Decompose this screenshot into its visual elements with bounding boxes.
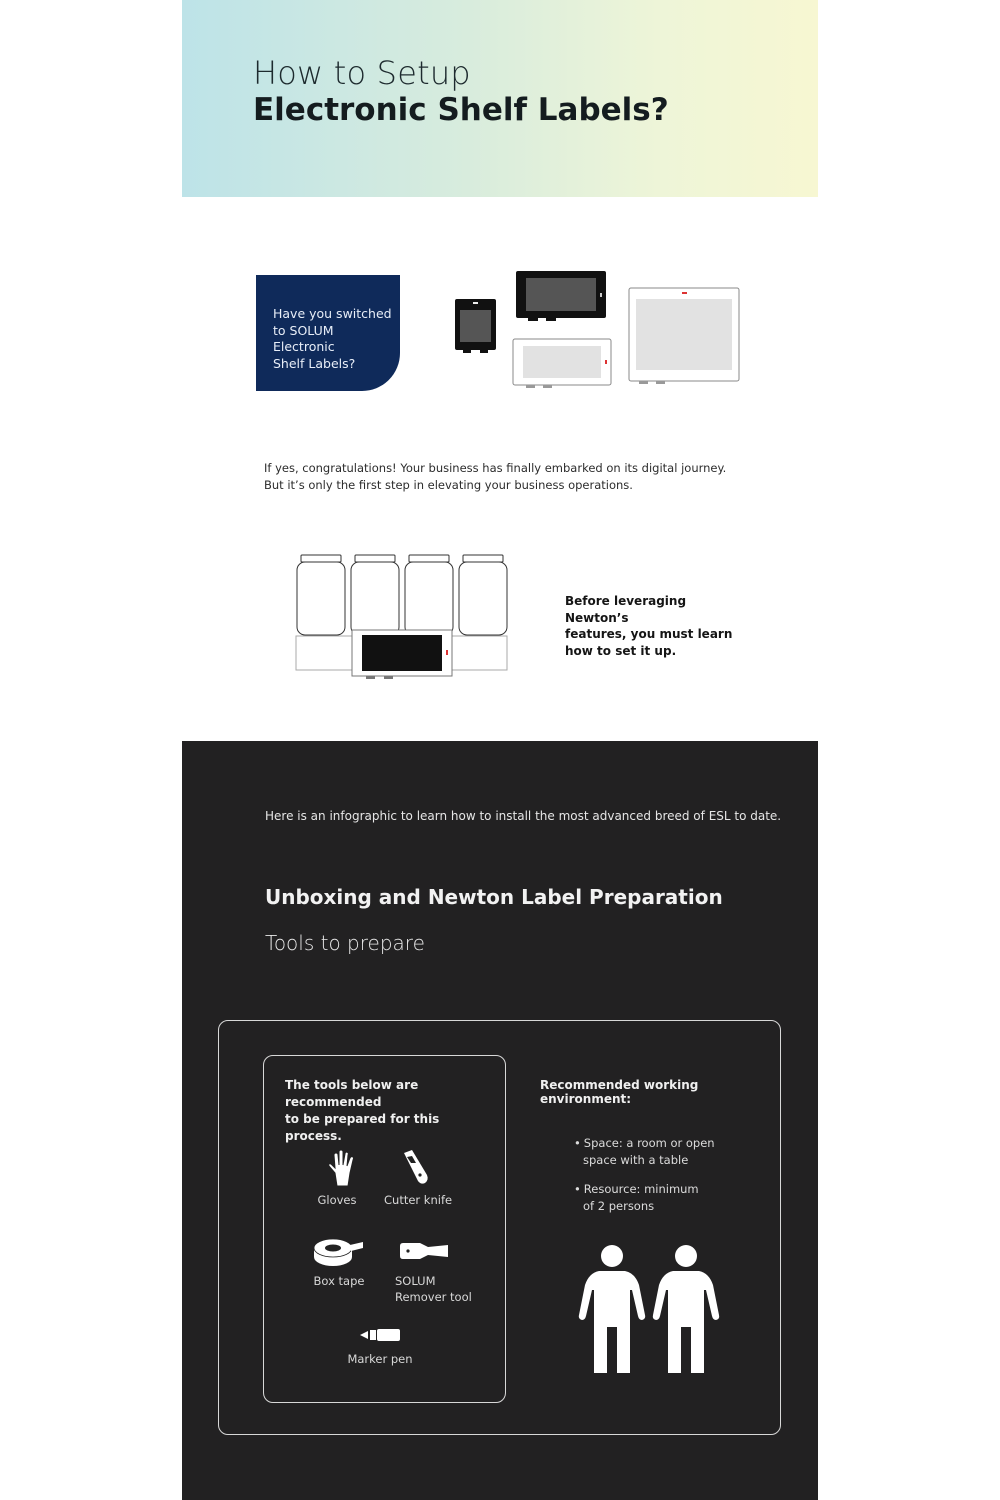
bullet: • <box>574 1136 581 1150</box>
environment-item-line: Resource: minimum <box>583 1182 699 1196</box>
before-line: features, you must learn <box>565 627 733 641</box>
remover-tool-icon <box>398 1236 450 1268</box>
environment-item <box>574 1135 744 1168</box>
before-line: how to set it up. <box>565 643 677 658</box>
tool-label <box>395 1273 475 1305</box>
environment-item-line: space with a table <box>583 1152 689 1167</box>
tool-label-line: Remover tool <box>395 1290 472 1304</box>
tool-label: Marker pen <box>347 1352 413 1366</box>
esl-devices-illustration <box>442 268 752 393</box>
tool-cutter-knife <box>384 1149 453 1208</box>
tool-box-tape <box>312 1236 366 1289</box>
tool-gloves <box>316 1149 358 1208</box>
box-tape-icon <box>313 1236 365 1268</box>
gloves-icon <box>325 1149 359 1187</box>
person-icon <box>579 1245 645 1373</box>
preparation-panel <box>218 1020 781 1435</box>
tools-panel <box>263 1055 506 1403</box>
environment-heading: Recommended working environment: <box>540 1078 699 1106</box>
large-label-icon <box>629 288 739 384</box>
header-banner <box>182 0 818 197</box>
intro-card-line: to SOLUM Electronic <box>273 322 335 354</box>
intro-card-line: Have you switched <box>273 306 392 321</box>
tool-remover <box>395 1236 475 1305</box>
intro-paragraph-line: But it’s only the first step in elevating your business operations. <box>264 477 633 492</box>
before-setup-note <box>565 593 740 659</box>
infographic-page <box>182 0 818 1500</box>
section-subtitle: Tools to prepare <box>265 931 425 955</box>
section-title: Unboxing and Newton Label Preparation <box>265 885 723 909</box>
shelf-label-icon <box>352 630 452 679</box>
two-persons-icon <box>577 1243 723 1375</box>
tool-label: Cutter knife <box>384 1193 453 1207</box>
infographic-intro-text: Here is an infographic to learn how to install the most advanced breed of ESL to date. <box>265 809 782 823</box>
tool-label-line: SOLUM <box>395 1274 436 1288</box>
before-line: Before leveraging Newton’s <box>565 594 687 625</box>
bullet: • <box>574 1182 581 1196</box>
tool-label: Gloves <box>317 1193 357 1207</box>
intro-question-card <box>256 275 400 391</box>
cutter-knife-icon <box>398 1149 432 1187</box>
intro-card-line: Shelf Labels? <box>273 355 356 371</box>
environment-item-line: Space: a room or open <box>583 1136 715 1150</box>
title-line-2: Electronic Shelf Labels? <box>253 92 669 128</box>
title-line-1: How to Setup <box>253 54 471 92</box>
shelf-jars-illustration <box>294 552 514 682</box>
white-label-icon <box>513 339 611 388</box>
tools-section <box>182 741 818 1500</box>
tools-heading-line: The tools below are recommended <box>285 1078 419 1109</box>
person-icon <box>653 1245 719 1373</box>
environment-item <box>574 1181 744 1214</box>
marker-pen-icon <box>358 1324 402 1346</box>
environment-item-line: of 2 persons <box>583 1198 655 1213</box>
tool-marker-pen <box>347 1324 413 1367</box>
small-label-icon <box>455 299 496 353</box>
tools-heading <box>285 1077 495 1145</box>
tools-heading-line: to be prepared for this process. <box>285 1112 440 1143</box>
intro-paragraph <box>264 460 734 493</box>
tool-label: Box tape <box>313 1274 365 1288</box>
black-label-icon <box>516 271 606 321</box>
intro-paragraph-line: If yes, congratulations! Your business has finally embarked on its digital journey. <box>264 461 727 475</box>
